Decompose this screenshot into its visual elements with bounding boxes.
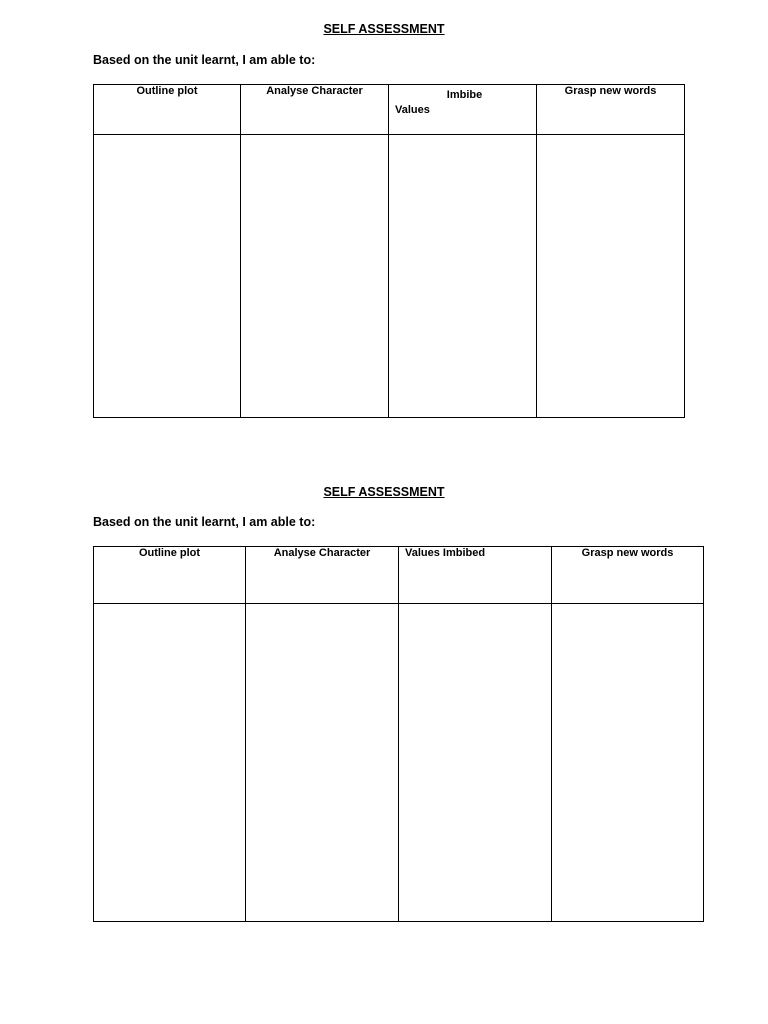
answer-cell-analyse-character[interactable] bbox=[241, 135, 389, 418]
answer-cell-outline-plot[interactable] bbox=[94, 604, 246, 922]
header-analyse-character: Analyse Character bbox=[246, 547, 399, 604]
answer-cell-imbibe-values[interactable] bbox=[389, 135, 537, 418]
answer-cell-outline-plot[interactable] bbox=[94, 135, 241, 418]
answer-cell-grasp-new-words[interactable] bbox=[552, 604, 704, 922]
section-1-title: SELF ASSESSMENT bbox=[323, 22, 445, 36]
header-imbibe-line1: Imbibe bbox=[446, 89, 483, 101]
header-values-imbibed: Values Imbibed bbox=[399, 547, 552, 604]
header-grasp-new-words: Grasp new words bbox=[537, 85, 685, 135]
section-2-intro: Based on the unit learnt, I am able to: bbox=[93, 515, 316, 529]
header-outline-plot: Outline plot bbox=[94, 547, 246, 604]
table-1-answer-row bbox=[94, 135, 685, 418]
table-2-header-row bbox=[94, 547, 704, 604]
answer-cell-grasp-new-words[interactable] bbox=[537, 135, 685, 418]
header-grasp-new-words: Grasp new words bbox=[552, 547, 704, 604]
header-analyse-character: Analyse Character bbox=[241, 85, 389, 135]
assessment-table-2 bbox=[93, 546, 704, 922]
answer-cell-values-imbibed[interactable] bbox=[399, 604, 552, 922]
header-outline-plot: Outline plot bbox=[94, 85, 241, 135]
header-imbibe-line2: Values bbox=[395, 104, 430, 116]
header-imbibe-values bbox=[389, 85, 537, 135]
assessment-table-1 bbox=[93, 84, 685, 418]
table-1-header-row bbox=[94, 85, 685, 135]
answer-cell-analyse-character[interactable] bbox=[246, 604, 399, 922]
section-1-intro: Based on the unit learnt, I am able to: bbox=[93, 53, 316, 67]
table-2-answer-row bbox=[94, 604, 704, 922]
section-2-title: SELF ASSESSMENT bbox=[323, 485, 445, 499]
